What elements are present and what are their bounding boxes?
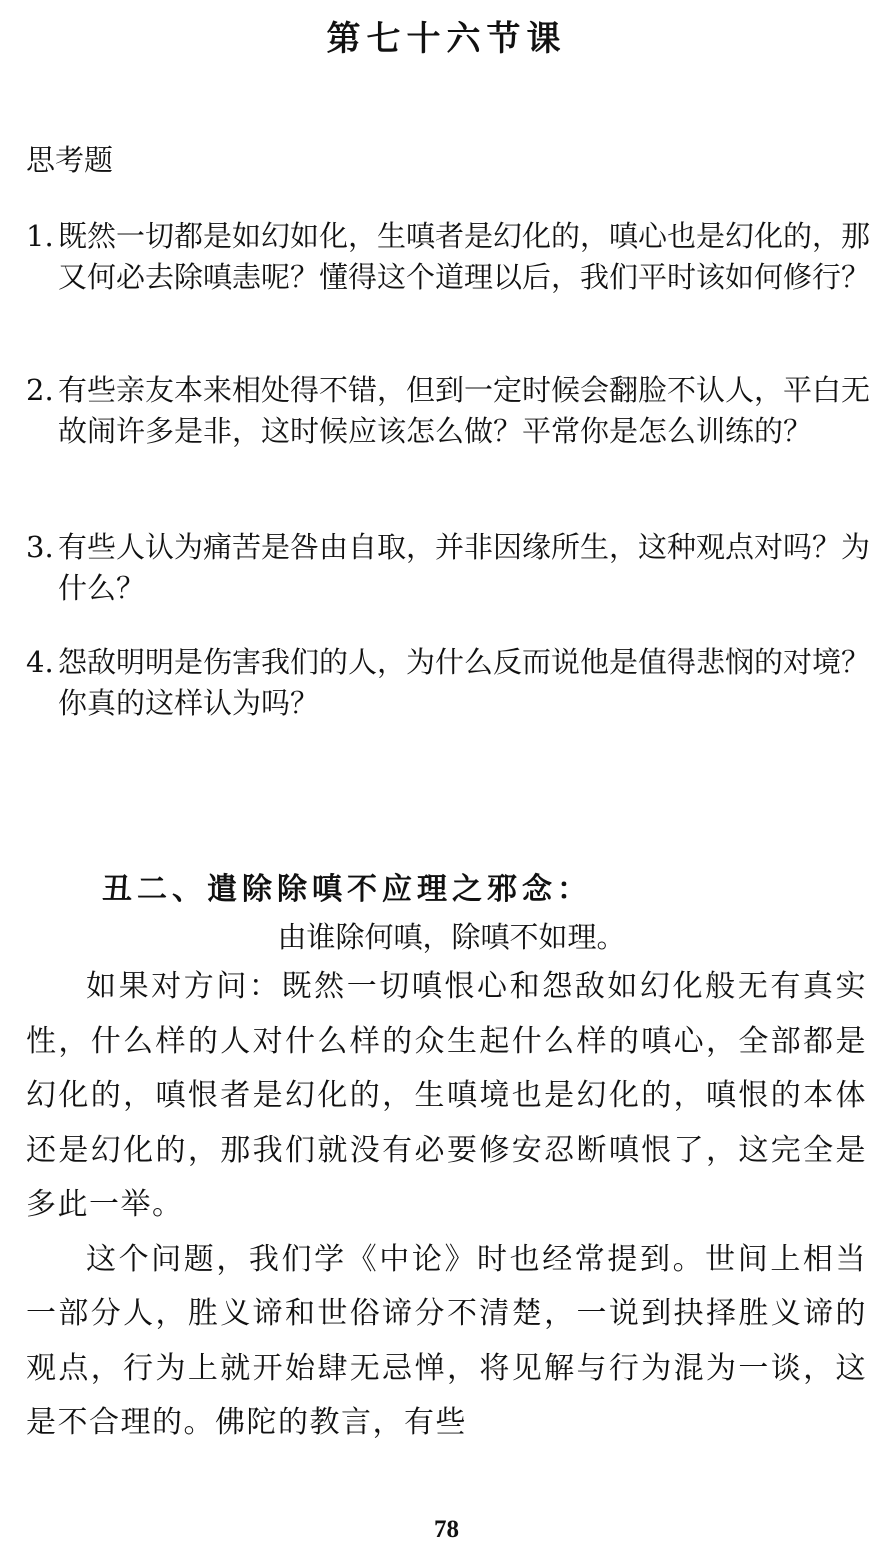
body-paragraph: 如果对方问：既然一切嗔恨心和怨敌如幻化般无有真实性，什么样的人对什么样的众生起什么样的嗔心，全部都是幻化的，嗔恨者是幻化的，生嗔境也是幻化的，嗔恨的本体还是幻化的，那我们就没有必要修安忍断嗔恨了，这完全是多此一举。: [26, 969, 867, 1222]
section-heading: 丑二、遣除除嗔不应理之邪念：: [102, 872, 592, 907]
question-text: 怨敌明明是伤害我们的人，为什么反而说他是值得悲悯的对境？你真的这样认为吗？: [58, 645, 871, 720]
question-number: 1.: [26, 219, 54, 253]
body-text: [26, 960, 867, 1451]
question-number: 4.: [26, 645, 54, 679]
lesson-title: 第七十六节课: [326, 19, 567, 59]
question-number: 2.: [26, 373, 54, 407]
question-text: 有些亲友本来相处得不错，但到一定时候会翻脸不认人，平白无故闹许多是非，这时候应该怎么做？平常你是怎么训练的？: [58, 373, 871, 448]
verse-line: 由谁除何嗔，除嗔不如理。: [277, 920, 626, 954]
page-number: 78: [434, 1516, 459, 1543]
questions-heading: 思考题: [26, 143, 114, 177]
question-item: [26, 216, 871, 298]
question-text: 有些人认为痛苦是咎由自取，并非因缘所生，这种观点对吗？为什么？: [58, 530, 871, 605]
question-text: 既然一切都是如幻如化，生嗔者是幻化的，嗔心也是幻化的，那又何必去除嗔恚呢？懂得这个道理以后，我们平时该如何修行？: [58, 219, 871, 294]
body-paragraph: 这个问题，我们学《中论》时也经常提到。世间上相当一部分人，胜义谛和世俗谛分不清楚，一说到抉择胜义谛的观点，行为上就开始肆无忌惮，将见解与行为混为一谈，这是不合理的。佛陀的教言，有些: [26, 1241, 867, 1440]
question-item: [26, 642, 871, 724]
question-item: [26, 527, 871, 609]
question-number: 3.: [26, 530, 54, 564]
question-item: [26, 370, 871, 452]
